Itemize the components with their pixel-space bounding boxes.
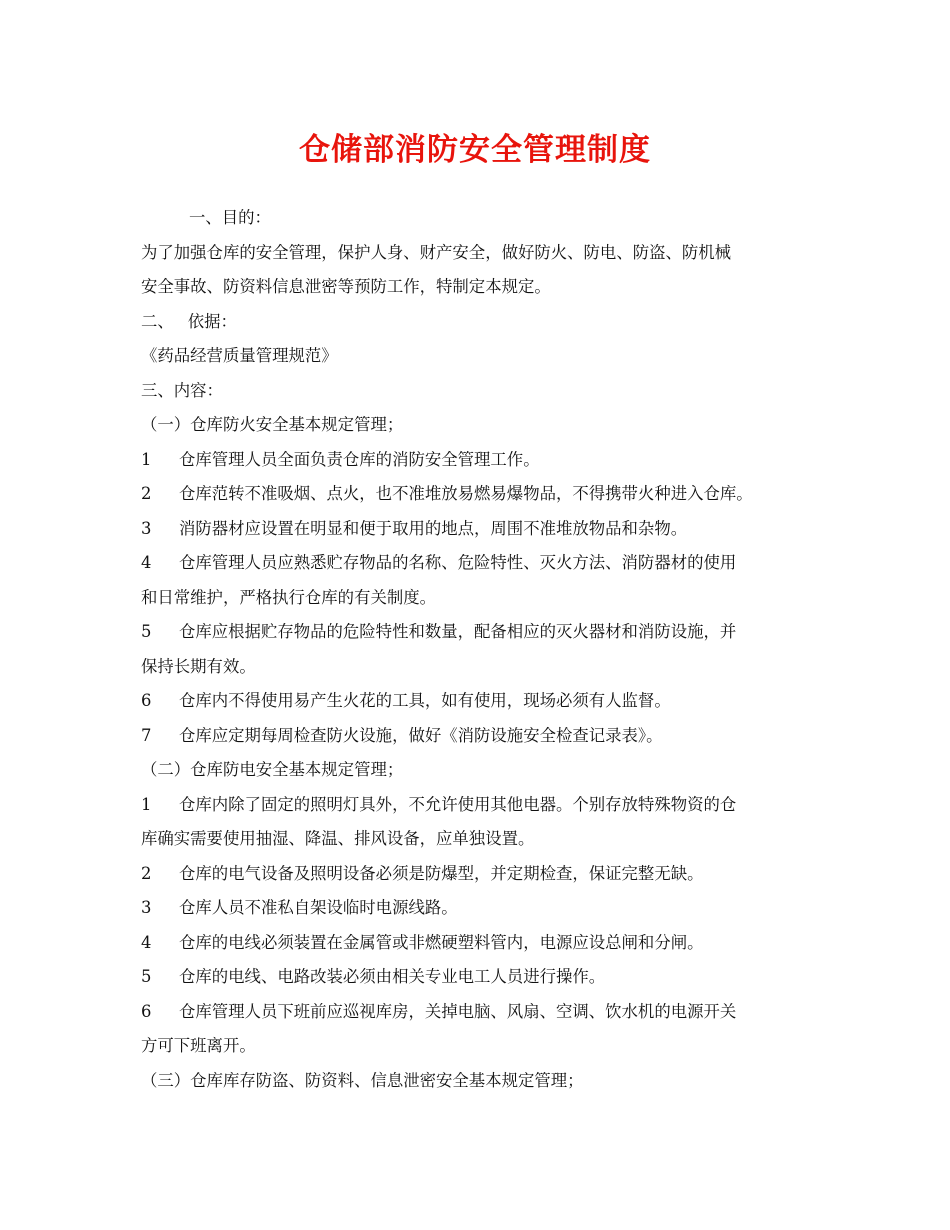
rule-item [141, 960, 831, 995]
rule-item [141, 788, 831, 823]
rule-item [141, 857, 831, 892]
subsection-electric-heading: （二）仓库防电安全基本规定管理； [141, 760, 404, 779]
electric-rules-list [141, 788, 831, 1064]
section-basis-heading [141, 305, 831, 340]
rule-number: 7 [141, 725, 152, 745]
rule-number: 1 [141, 449, 152, 469]
rule-number: 2 [141, 484, 152, 503]
rule-item [141, 615, 831, 650]
rule-text-continuation: 保持长期有效。 [141, 656, 256, 676]
rule-item [141, 477, 831, 512]
rule-number: 4 [141, 932, 152, 952]
rule-number: 6 [141, 691, 152, 710]
rule-text: 仓库应根据贮存物品的危险特性和数量，配备相应的灭火器材和消防设施，并 [179, 622, 737, 641]
document-body [141, 201, 831, 1098]
rule-item [141, 512, 831, 547]
rule-item [141, 995, 831, 1030]
rule-number: 2 [141, 863, 152, 883]
subsection-fire-heading: （一）仓库防火安全基本规定管理； [141, 415, 404, 434]
rule-text: 仓库范转不准吸烟、点火，也不准堆放易燃易爆物品，不得携带火种进入仓库。 [179, 484, 753, 503]
rule-text: 仓库内除了固定的照明灯具外，不允许使用其他电器。个别存放特殊物资的仓 [179, 794, 737, 814]
rule-text: 仓库管理人员全面负责仓库的消防安全管理工作。 [179, 449, 540, 469]
section-content-heading: 三、内容： [141, 380, 223, 400]
purpose-text-line-2: 安全事故、防资料信息泄密等预防工作，特制定本规定。 [141, 277, 551, 296]
document-title: 仓储部消防安全管理制度 [299, 132, 651, 168]
rule-item [141, 443, 831, 478]
rule-number: 1 [141, 794, 152, 814]
subsection-theft-heading: （三）仓库库存防盗、防资料、信息泄密安全基本规定管理； [141, 1070, 584, 1090]
rule-number: 5 [141, 967, 152, 986]
rule-number: 6 [141, 1001, 152, 1021]
basis-text: 《药品经营质量管理规范》 [141, 346, 338, 365]
rule-item [141, 926, 831, 961]
rule-text: 仓库应定期每周检查防火设施，做好《消防设施安全检查记录表》。 [179, 725, 663, 745]
rule-text: 仓库人员不准私自架设临时电源线路。 [179, 898, 458, 917]
section-purpose-heading: 一、目的： [189, 208, 271, 227]
rule-text-continuation: 方可下班离开。 [141, 1036, 256, 1055]
rule-item [141, 546, 831, 581]
section-basis-number: 二、 [141, 311, 174, 331]
rule-text: 消防器材应设置在明显和便于取用的地点，周围不准堆放物品和杂物。 [179, 518, 688, 538]
rule-text-continuation: 库确实需要使用抽湿、降温、排风设备，应单独设置。 [141, 829, 535, 848]
rule-text: 仓库的电线必须装置在金属管或非燃硬塑料管内，电源应设总闸和分闸。 [179, 932, 704, 952]
rule-text: 仓库的电气设备及照明设备必须是防爆型，并定期检查，保证完整无缺。 [179, 863, 704, 883]
purpose-text-line-1: 为了加强仓库的安全管理，保护人身、财产安全，做好防火、防电、防盗、防机械 [141, 242, 732, 262]
rule-item [141, 719, 831, 754]
rule-item [141, 684, 831, 719]
rule-text: 仓库管理人员应熟悉贮存物品的名称、危险特性、灭火方法、消防器材的使用 [179, 553, 737, 572]
rule-text: 仓库内不得使用易产生火花的工具，如有使用，现场必须有人监督。 [179, 691, 671, 710]
rule-number: 4 [141, 553, 152, 572]
rule-number: 3 [141, 518, 152, 538]
rule-text: 仓库管理人员下班前应巡视库房，关掉电脑、风扇、空调、饮水机的电源开关 [179, 1001, 737, 1021]
fire-rules-list [141, 443, 831, 754]
rule-number: 3 [141, 898, 152, 917]
rule-number: 5 [141, 622, 152, 641]
rule-item [141, 891, 831, 926]
section-basis-label: 依据： [187, 311, 237, 331]
rule-text: 仓库的电线、电路改装必须由相关专业电工人员进行操作。 [179, 967, 606, 986]
rule-text-continuation: 和日常维护，严格执行仓库的有关制度。 [141, 587, 437, 607]
